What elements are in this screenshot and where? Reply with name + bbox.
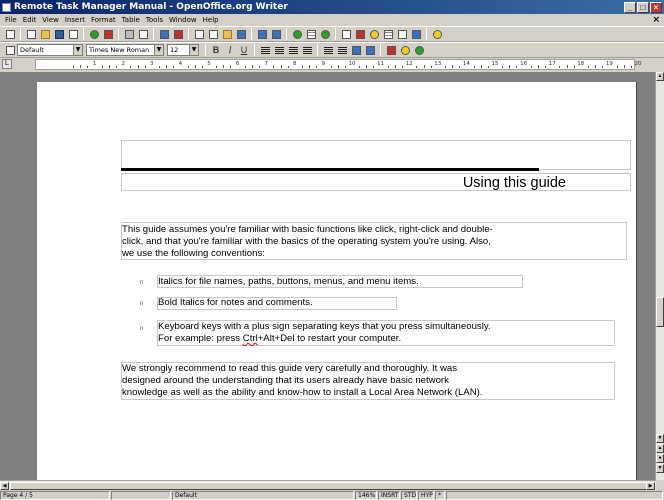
ruler-tick xyxy=(345,66,346,68)
ruler-tick xyxy=(252,65,253,68)
spellcheck-icon[interactable] xyxy=(158,28,170,40)
redo-icon[interactable] xyxy=(270,28,282,40)
ruler-tick xyxy=(474,66,475,68)
ruler-tick xyxy=(130,66,131,68)
ruler-tick xyxy=(73,66,74,68)
ruler-number: 3 xyxy=(150,61,154,67)
header-text-boundary xyxy=(121,140,631,170)
tab-stop-selector[interactable]: L xyxy=(2,59,12,69)
page-style-indicator[interactable]: Default xyxy=(172,491,354,500)
ruler-tick xyxy=(80,65,81,68)
ruler-tick xyxy=(331,66,332,68)
numbering-icon[interactable] xyxy=(322,44,334,56)
email-icon[interactable] xyxy=(67,28,79,40)
ruler-tick xyxy=(302,66,303,68)
document-area xyxy=(0,72,656,480)
ruler-number: 8 xyxy=(293,61,297,67)
menu-format[interactable]: Format xyxy=(90,16,116,24)
toolbar-separator xyxy=(335,28,336,40)
hyperlink-mode-indicator[interactable]: HYP xyxy=(418,491,434,500)
ruler-number: 18 xyxy=(577,61,585,67)
ruler-tick xyxy=(452,65,453,68)
ruler-tick xyxy=(481,65,482,68)
ruler-tick xyxy=(538,65,539,68)
menu-help[interactable]: Help xyxy=(202,16,219,24)
edit-file-icon[interactable] xyxy=(88,28,100,40)
closing-line: designed around the understanding that its users already have basic network xyxy=(122,375,449,387)
ruler-tick xyxy=(259,66,260,68)
ruler-tick xyxy=(402,66,403,68)
bold-button[interactable]: B xyxy=(212,45,220,55)
navigation-icon[interactable]: ● xyxy=(656,454,664,463)
ruler-number: 14 xyxy=(462,61,470,67)
copy-icon[interactable] xyxy=(207,28,219,40)
bullet-line: Bold Italics for notes and comments. xyxy=(158,297,313,308)
ruler-tick xyxy=(159,66,160,68)
ruler-number: 5 xyxy=(207,61,211,67)
chevron-down-icon[interactable]: ▼ xyxy=(73,45,82,55)
ruler-tick xyxy=(588,66,589,68)
empty-status-cell xyxy=(446,491,663,500)
ruler-tick xyxy=(559,66,560,68)
toolbar-separator xyxy=(188,28,189,40)
toolbar-separator xyxy=(426,28,427,40)
ruler-tick xyxy=(602,66,603,68)
menu-insert[interactable]: Insert xyxy=(64,16,85,24)
load-url-icon[interactable] xyxy=(4,28,16,40)
format-paintbrush-icon[interactable] xyxy=(235,28,247,40)
underline-button[interactable]: U xyxy=(240,45,248,55)
ruler-number: 15 xyxy=(491,61,499,67)
ruler-tick xyxy=(338,65,339,68)
ruler-tick xyxy=(431,66,432,68)
toolbar-separator xyxy=(83,28,84,40)
scroll-up-icon[interactable]: ▲ xyxy=(657,73,663,79)
ruler-tick xyxy=(595,65,596,68)
ruler-tick xyxy=(388,66,389,68)
chevron-down-icon[interactable]: ▼ xyxy=(154,45,163,55)
status-bar xyxy=(0,490,664,500)
spelling-error-word[interactable]: Ctrl xyxy=(242,333,258,345)
next-page-icon[interactable]: ▼ xyxy=(657,465,663,471)
ruler-tick xyxy=(516,66,517,68)
justify-icon[interactable] xyxy=(301,44,313,56)
align-right-icon[interactable] xyxy=(287,44,299,56)
ruler-tick xyxy=(624,65,625,68)
close-button[interactable]: × xyxy=(650,2,662,13)
ruler-tick xyxy=(424,65,425,68)
maximize-button[interactable]: □ xyxy=(637,2,649,13)
zoom-icon[interactable] xyxy=(410,28,422,40)
ruler-number: 12 xyxy=(405,61,413,67)
ruler-tick xyxy=(488,66,489,68)
ruler-tick xyxy=(309,65,310,68)
ruler-tick xyxy=(445,66,446,68)
scroll-right-icon[interactable]: ▶ xyxy=(646,482,655,490)
ruler-number: 16 xyxy=(520,61,528,67)
ruler-number: 2 xyxy=(121,61,125,67)
intro-line: we use the following conventions: xyxy=(122,248,265,260)
ruler-tick xyxy=(188,66,189,68)
bullet-marker: n xyxy=(140,280,144,286)
ruler-tick xyxy=(509,65,510,68)
ruler-number: 20 xyxy=(634,61,642,67)
formatting-toolbar xyxy=(0,42,664,58)
window-controls xyxy=(624,2,662,13)
show-draw-functions-icon[interactable] xyxy=(319,28,331,40)
paragraph-style-value: Default xyxy=(20,46,44,54)
intro-line: This guide assumes you're familiar with basic functions like click, right-click and double- xyxy=(122,224,493,235)
chevron-down-icon[interactable]: ▼ xyxy=(189,45,198,55)
bullet-marker: n xyxy=(140,301,144,307)
save-disk-icon[interactable] xyxy=(53,28,65,40)
ruler-tick xyxy=(173,66,174,68)
ruler-tick xyxy=(281,65,282,68)
bullet-marker: n xyxy=(140,326,144,332)
ruler-tick xyxy=(567,65,568,68)
horizontal-ruler-row xyxy=(0,58,664,71)
ruler-tick xyxy=(316,66,317,68)
autospellcheck-icon[interactable] xyxy=(172,28,184,40)
vertical-scrollbar[interactable] xyxy=(655,72,664,480)
ruler-tick xyxy=(366,65,367,68)
ruler-tick xyxy=(459,66,460,68)
ruler-number: 13 xyxy=(434,61,442,67)
cut-icon[interactable] xyxy=(193,28,205,40)
print-icon[interactable] xyxy=(123,28,135,40)
ruler-tick xyxy=(631,66,632,68)
ruler-number: 7 xyxy=(264,61,268,67)
menu-window[interactable]: Window xyxy=(169,16,197,24)
toolbar-separator xyxy=(153,28,154,40)
toolbar-separator xyxy=(286,28,287,40)
ruler-number: 10 xyxy=(348,61,356,67)
insert-mode-indicator[interactable]: INSRT xyxy=(378,491,400,500)
font-size-combo[interactable] xyxy=(167,44,199,56)
ruler-tick xyxy=(223,65,224,68)
toolbar-separator xyxy=(380,44,381,56)
scroll-down-icon[interactable]: ▼ xyxy=(657,435,663,441)
decrease-indent-icon[interactable] xyxy=(350,44,362,56)
ruler-tick xyxy=(531,66,532,68)
ruler-number: 9 xyxy=(321,61,326,67)
ruler-number: 4 xyxy=(178,61,183,67)
menu-bar xyxy=(0,14,664,26)
page-indicator[interactable]: Page 4 / 5 xyxy=(0,491,110,500)
menu-file[interactable]: File xyxy=(5,16,17,24)
ruler-tick xyxy=(545,66,546,68)
minimize-button[interactable]: _ xyxy=(624,2,636,13)
font-name-combo[interactable] xyxy=(86,44,164,56)
ruler-number: 19 xyxy=(605,61,613,67)
ruler-number: 11 xyxy=(377,61,385,67)
toolbar-separator xyxy=(20,28,21,40)
help-icon[interactable] xyxy=(431,28,443,40)
closing-line: knowledge as well as the ability and know-how to install a Local Area Network (LAN). xyxy=(122,387,483,399)
toolbar-separator xyxy=(205,44,206,56)
bullet-item[interactable] xyxy=(158,321,491,345)
ruler-tick xyxy=(395,65,396,68)
bullet-line: Italics for file names, paths, buttons, menus, and menu items. xyxy=(158,276,419,287)
horizontal-scrollbar[interactable] xyxy=(0,480,656,490)
undo-icon[interactable] xyxy=(256,28,268,40)
vertical-scroll-thumb[interactable] xyxy=(656,297,664,327)
document-page[interactable] xyxy=(37,82,637,480)
ruler-tick xyxy=(230,66,231,68)
increase-indent-icon[interactable] xyxy=(364,44,376,56)
font-size-value: 12 xyxy=(170,46,179,54)
standard-toolbar xyxy=(0,26,664,42)
toolbar-separator xyxy=(254,44,255,56)
window-title: Remote Task Manager Manual - OpenOffice.org Writer xyxy=(14,2,288,12)
export-pdf-icon[interactable] xyxy=(102,28,114,40)
app-icon xyxy=(2,3,11,12)
new-document-icon[interactable] xyxy=(25,28,37,40)
scroll-left-icon[interactable]: ◀ xyxy=(0,482,9,490)
ruler-number: 6 xyxy=(235,61,240,67)
ruler-tick xyxy=(109,65,110,68)
ruler-tick xyxy=(87,66,88,68)
align-left-icon[interactable] xyxy=(259,44,271,56)
ruler-tick xyxy=(502,66,503,68)
paragraph-style-combo[interactable] xyxy=(17,44,83,56)
font-color-icon[interactable] xyxy=(385,44,397,56)
ruler-tick xyxy=(216,66,217,68)
background-color-icon[interactable] xyxy=(413,44,425,56)
heading-rule xyxy=(121,168,539,171)
find-replace-icon[interactable] xyxy=(340,28,352,40)
intro-paragraph[interactable] xyxy=(122,224,493,261)
zoom-indicator[interactable]: 146% xyxy=(355,491,377,500)
ruler-tick xyxy=(373,66,374,68)
ruler-tick xyxy=(102,66,103,68)
intro-line: click, and that you're familiar with the basics of the operating system you're using. Also, xyxy=(122,236,491,248)
ruler-tick xyxy=(245,66,246,68)
ruler-tick xyxy=(145,66,146,68)
align-center-icon[interactable] xyxy=(273,44,285,56)
navigator-icon[interactable] xyxy=(354,28,366,40)
table-icon[interactable] xyxy=(305,28,317,40)
ruler-tick xyxy=(288,66,289,68)
bullet-item[interactable] xyxy=(158,276,419,288)
nonprinting-chars-icon[interactable] xyxy=(396,28,408,40)
ruler-tick xyxy=(166,65,167,68)
horizontal-ruler[interactable] xyxy=(35,59,642,70)
ruler-number: 17 xyxy=(548,61,556,67)
page-preview-icon[interactable] xyxy=(137,28,149,40)
toolbar-separator xyxy=(251,28,252,40)
ruler-tick xyxy=(416,66,417,68)
empty-status-cell xyxy=(111,491,171,500)
toolbar-separator xyxy=(317,44,318,56)
close-document-button[interactable]: × xyxy=(652,15,660,25)
bullets-icon[interactable] xyxy=(336,44,348,56)
hyperlink-icon[interactable] xyxy=(291,28,303,40)
bullet-item[interactable] xyxy=(158,297,313,309)
ruler-tick xyxy=(138,65,139,68)
ruler-tick xyxy=(359,66,360,68)
horizontal-scroll-thumb[interactable] xyxy=(10,482,650,490)
ruler-tick xyxy=(195,65,196,68)
bullet-line: For example: press Ctrl+Alt+Del to restart your computer. xyxy=(158,333,402,345)
data-sources-icon[interactable] xyxy=(382,28,394,40)
menu-edit[interactable]: Edit xyxy=(22,16,37,24)
ruler-tick xyxy=(273,66,274,68)
ruler-tick xyxy=(202,66,203,68)
ruler-tick xyxy=(617,66,618,68)
paste-icon[interactable] xyxy=(221,28,233,40)
highlighting-icon[interactable] xyxy=(399,44,411,56)
bullet-line: Keyboard keys with a plus sign separating keys that you press simultaneously. xyxy=(158,321,491,332)
menu-table[interactable]: Table xyxy=(121,16,140,24)
styles-formatting-icon[interactable] xyxy=(4,44,16,56)
section-heading[interactable]: Using this guide xyxy=(462,175,566,191)
font-name-value: Times New Roman xyxy=(89,46,150,54)
ruler-number: 1 xyxy=(92,61,97,67)
closing-paragraph[interactable] xyxy=(122,363,482,400)
ruler-tick xyxy=(574,66,575,68)
ruler-tick xyxy=(116,66,117,68)
previous-page-icon[interactable]: ▲ xyxy=(657,445,663,451)
selection-mode-indicator[interactable]: STD xyxy=(401,491,417,500)
menu-tools[interactable]: Tools xyxy=(145,16,164,24)
closing-line: We strongly recommend to read this guide very carefully and thoroughly. It was xyxy=(122,363,458,374)
menu-view[interactable]: View xyxy=(42,16,59,24)
modified-indicator: * xyxy=(435,491,445,500)
toolbar-separator xyxy=(118,28,119,40)
title-bar xyxy=(0,0,664,14)
italic-button[interactable]: I xyxy=(228,45,232,55)
open-folder-icon[interactable] xyxy=(39,28,51,40)
gallery-icon[interactable] xyxy=(368,28,380,40)
